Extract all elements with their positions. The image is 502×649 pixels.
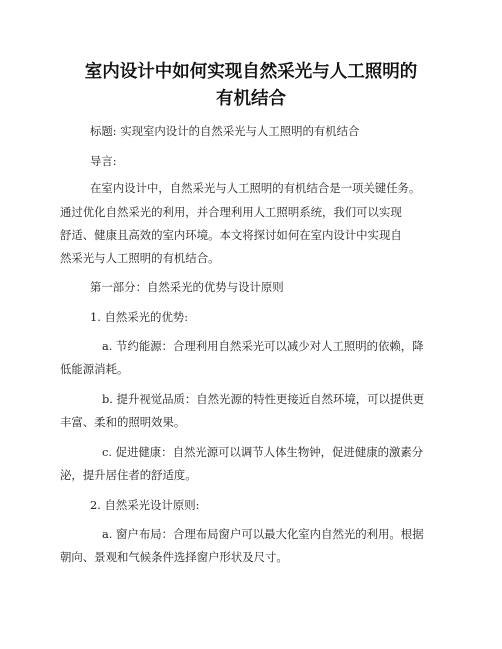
intro-line-4: 然采光与人工照明的有机结合。 — [60, 251, 220, 265]
advantage-b-line1: b. 提升视觉品质：自然光源的特性更接近自然环境，可以提供更 — [102, 392, 425, 406]
part1-heading: 第一部分：自然采光的优势与设计原则 — [90, 280, 284, 294]
advantage-c-line1: c. 促进健康：自然光源可以调节人体生物钟，促进健康的激素分 — [102, 445, 424, 459]
principle-a-line1: a. 窗户布局：合理布局窗户可以最大化室内自然光的利用。根据 — [102, 527, 424, 541]
intro-heading: 导言: — [90, 154, 117, 168]
section1-heading: 1. 自然采光的优势: — [90, 310, 189, 324]
document-title-line2: 有机结合 — [216, 89, 286, 109]
intro-line-1: 在室内设计中，自然采光与人工照明的有机结合是一项关键任务。 — [90, 181, 421, 195]
subtitle: 标题: 实现室内设计的自然采光与人工照明的有机结合 — [90, 124, 360, 138]
principle-a-line2: 朝向、景观和气候条件选择窗户形状及尺寸。 — [60, 550, 288, 564]
advantage-b-line2: 丰富、柔和的照明效果。 — [60, 415, 186, 429]
advantage-c-line2: 泌，提升居住者的舒适度。 — [60, 468, 197, 482]
section2-heading: 2. 自然采光设计原则: — [90, 498, 200, 512]
document-title-line1: 室内设计中如何实现自然采光与人工照明的 — [84, 62, 418, 82]
intro-line-3: 舒适、健康且高效的室内环境。本文将探讨如何在室内设计中实现自 — [60, 228, 402, 242]
intro-line-2: 通过优化自然采光的利用，并合理利用人工照明系统，我们可以实现 — [60, 205, 402, 219]
advantage-a-line1: a. 节约能源：合理利用自然采光可以减少对人工照明的依赖，降 — [102, 339, 424, 353]
advantage-a-line2: 低能源消耗。 — [60, 362, 129, 376]
